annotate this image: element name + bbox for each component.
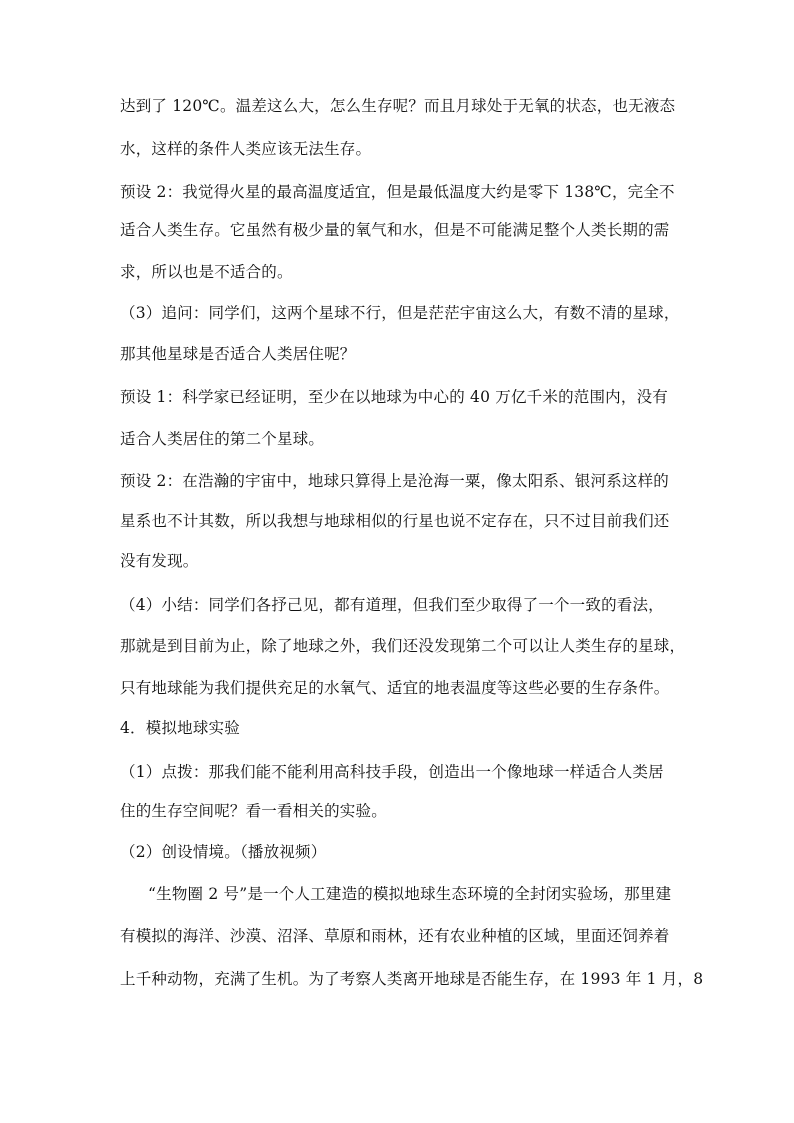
text-line: 水，这样的条件人类应该无法生存。: [120, 140, 372, 158]
text-line: 适合人类生存。它虽然有极少量的氧气和水，但是不可能满足整个人类长期的需: [120, 221, 670, 239]
text-line: “生物圈 2 号”是一个人工建造的模拟地球生态环境的全封闭实验场，那里建: [148, 885, 672, 903]
section-heading: 4．模拟地球实验: [120, 719, 240, 737]
text-line: 预设 1：科学家已经证明，至少在以地球为中心的 40 万亿千米的范围内，没有: [120, 388, 668, 406]
text-line: 适合人类居住的第二个星球。: [120, 430, 325, 448]
text-line: 预设 2：在浩瀚的宇宙中，地球只算得上是沧海一粟，像太阳系、银河系这样的: [120, 472, 669, 490]
text-line: （1）点拨：那我们能不能利用高科技手段，创造出一个像地球一样适合人类居: [120, 763, 664, 781]
text-line: 只有地球能为我们提供充足的水氧气、适宜的地表温度等这些必要的生存条件。: [120, 679, 670, 697]
text-line: 没有发现。: [120, 552, 199, 570]
text-line: 住的生存空间呢？看一看相关的实验。: [120, 802, 387, 820]
text-line: 那就是到目前为止，除了地球之外，我们还没发现第二个可以让人类生存的星球，: [120, 637, 686, 655]
text-line: 求，所以也是不适合的。: [120, 263, 293, 281]
text-line: （4）小结：同学们各抒己见，都有道理，但我们至少取得了一个一致的看法，: [120, 596, 664, 614]
text-line: 预设 2：我觉得火星的最高温度适宜，但是最低温度大约是零下 138℃，完全不: [120, 183, 675, 201]
text-line: 上千种动物，充满了生机。为了考察人类离开地球是否能生存，在 1993 年 1 月，8: [120, 970, 704, 988]
text-line: 有模拟的海洋、沙漠、沼泽、草原和雨林，还有农业种植的区域，里面还饲养着: [120, 927, 670, 945]
text-line: 达到了 120℃。温差这么大，怎么生存呢？而且月球处于无氧的状态，也无液态: [120, 97, 676, 115]
text-line: （3）追问：同学们，这两个星球不行，但是茫茫宇宙这么大，有数不清的星球，: [120, 304, 680, 322]
text-line: （2）创设情境。（播放视频）: [120, 843, 327, 861]
text-line: 那其他星球是否适合人类居住呢？: [120, 345, 356, 363]
text-line: 星系也不计其数，所以我想与地球相似的行星也说不定存在，只不过目前我们还: [120, 512, 670, 530]
